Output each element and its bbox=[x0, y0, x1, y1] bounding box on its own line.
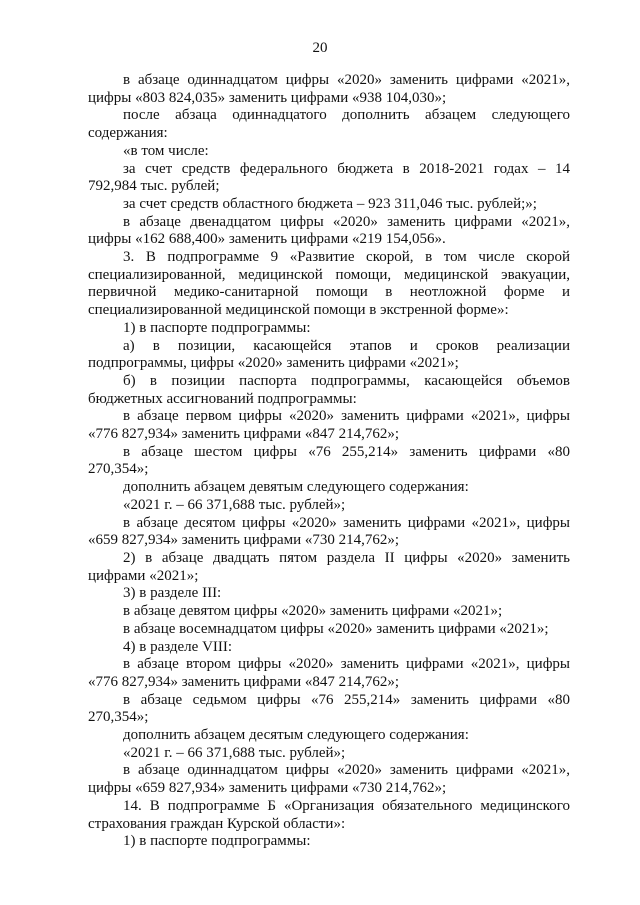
page-number: 20 bbox=[312, 40, 328, 56]
paragraph: «2021 г. – 66 371,688 тыс. рублей»; bbox=[123, 744, 346, 761]
paragraph: в абзаце втором цифры «2020» заменить цифрами «2021», цифры «776 827,934» заменить цифрами «847 214,762»; bbox=[88, 656, 570, 690]
paragraph: после абзаца одиннадцатого дополнить абзацем следующего содержания: bbox=[88, 107, 570, 142]
paragraph: в абзаце десятом цифры «2020» заменить цифрами «2021», цифры «659 827,934» заменить цифрами «730 214,762»; bbox=[88, 514, 570, 549]
paragraph: дополнить абзацем девятым следующего содержания: bbox=[123, 479, 469, 496]
paragraph: в абзаце одиннадцатом цифры «2020» заменить цифрами «2021», цифры «803 824,035» заменить цифрами «938 104,030»; bbox=[88, 72, 570, 106]
paragraph: «2021 г. – 66 371,688 тыс. рублей»; bbox=[123, 496, 346, 513]
paragraph: в абзаце шестом цифры «76 255,214» заменить цифрами «80 270,354»; bbox=[88, 443, 570, 478]
paragraph: 14. В подпрограмме Б «Организация обязательного медицинского страхования граждан Курской области»: bbox=[88, 797, 570, 832]
paragraph: б) в позиции паспорта подпрограммы, касающейся объемов бюджетных ассигнований подпрограммы: bbox=[88, 372, 570, 407]
paragraph: 1) в паспорте подпрограммы: bbox=[123, 833, 311, 850]
paragraph: а) в позиции, касающейся этапов и сроков реализации подпрограммы, цифры «2020» заменить цифрами «2021»; bbox=[88, 337, 570, 372]
paragraph: в абзаце первом цифры «2020» заменить цифрами «2021», цифры «776 827,934» заменить цифрами «847 214,762»; bbox=[88, 408, 570, 443]
paragraph: «в том числе: bbox=[123, 142, 209, 159]
paragraph: в абзаце девятом цифры «2020» заменить цифрами «2021»; bbox=[123, 603, 503, 620]
paragraph: за счет средств федерального бюджета в 2018-2021 годах – 14 792,984 тыс. рублей; bbox=[88, 160, 570, 195]
paragraph: дополнить абзацем десятым следующего содержания: bbox=[123, 727, 469, 744]
paragraph: в абзаце одиннадцатом цифры «2020» заменить цифрами «2021», цифры «659 827,934» заменить цифрами «730 214,762»; bbox=[88, 762, 570, 797]
paragraph: 4) в разделе VIII: bbox=[123, 638, 233, 655]
document-body bbox=[88, 72, 570, 851]
paragraph: 2) в абзаце двадцать пятом раздела II цифры «2020» заменить цифрами «2021»; bbox=[88, 549, 570, 584]
paragraph: 3) в разделе III: bbox=[123, 585, 222, 602]
paragraph: в абзаце двенадцатом цифры «2020» заменить цифрами «2021», цифры «162 688,400» заменить цифрами «219 154,056». bbox=[88, 213, 570, 248]
paragraph: 3. В подпрограмме 9 «Развитие скорой, в том числе скорой специализированной, медицинской помощи, медицинской эвакуации, первичной медико-санитарной помощи в неотложной форме и специализированной медицинской помощи в экстренной форме»: bbox=[88, 249, 570, 319]
paragraph: в абзаце седьмом цифры «76 255,214» заменить цифрами «80 270,354»; bbox=[88, 691, 570, 726]
paragraph: в абзаце восемнадцатом цифры «2020» заменить цифрами «2021»; bbox=[123, 620, 549, 637]
paragraph: 1) в паспорте подпрограммы: bbox=[123, 319, 311, 336]
paragraph: за счет средств областного бюджета – 923 311,046 тыс. рублей;»; bbox=[123, 195, 537, 212]
